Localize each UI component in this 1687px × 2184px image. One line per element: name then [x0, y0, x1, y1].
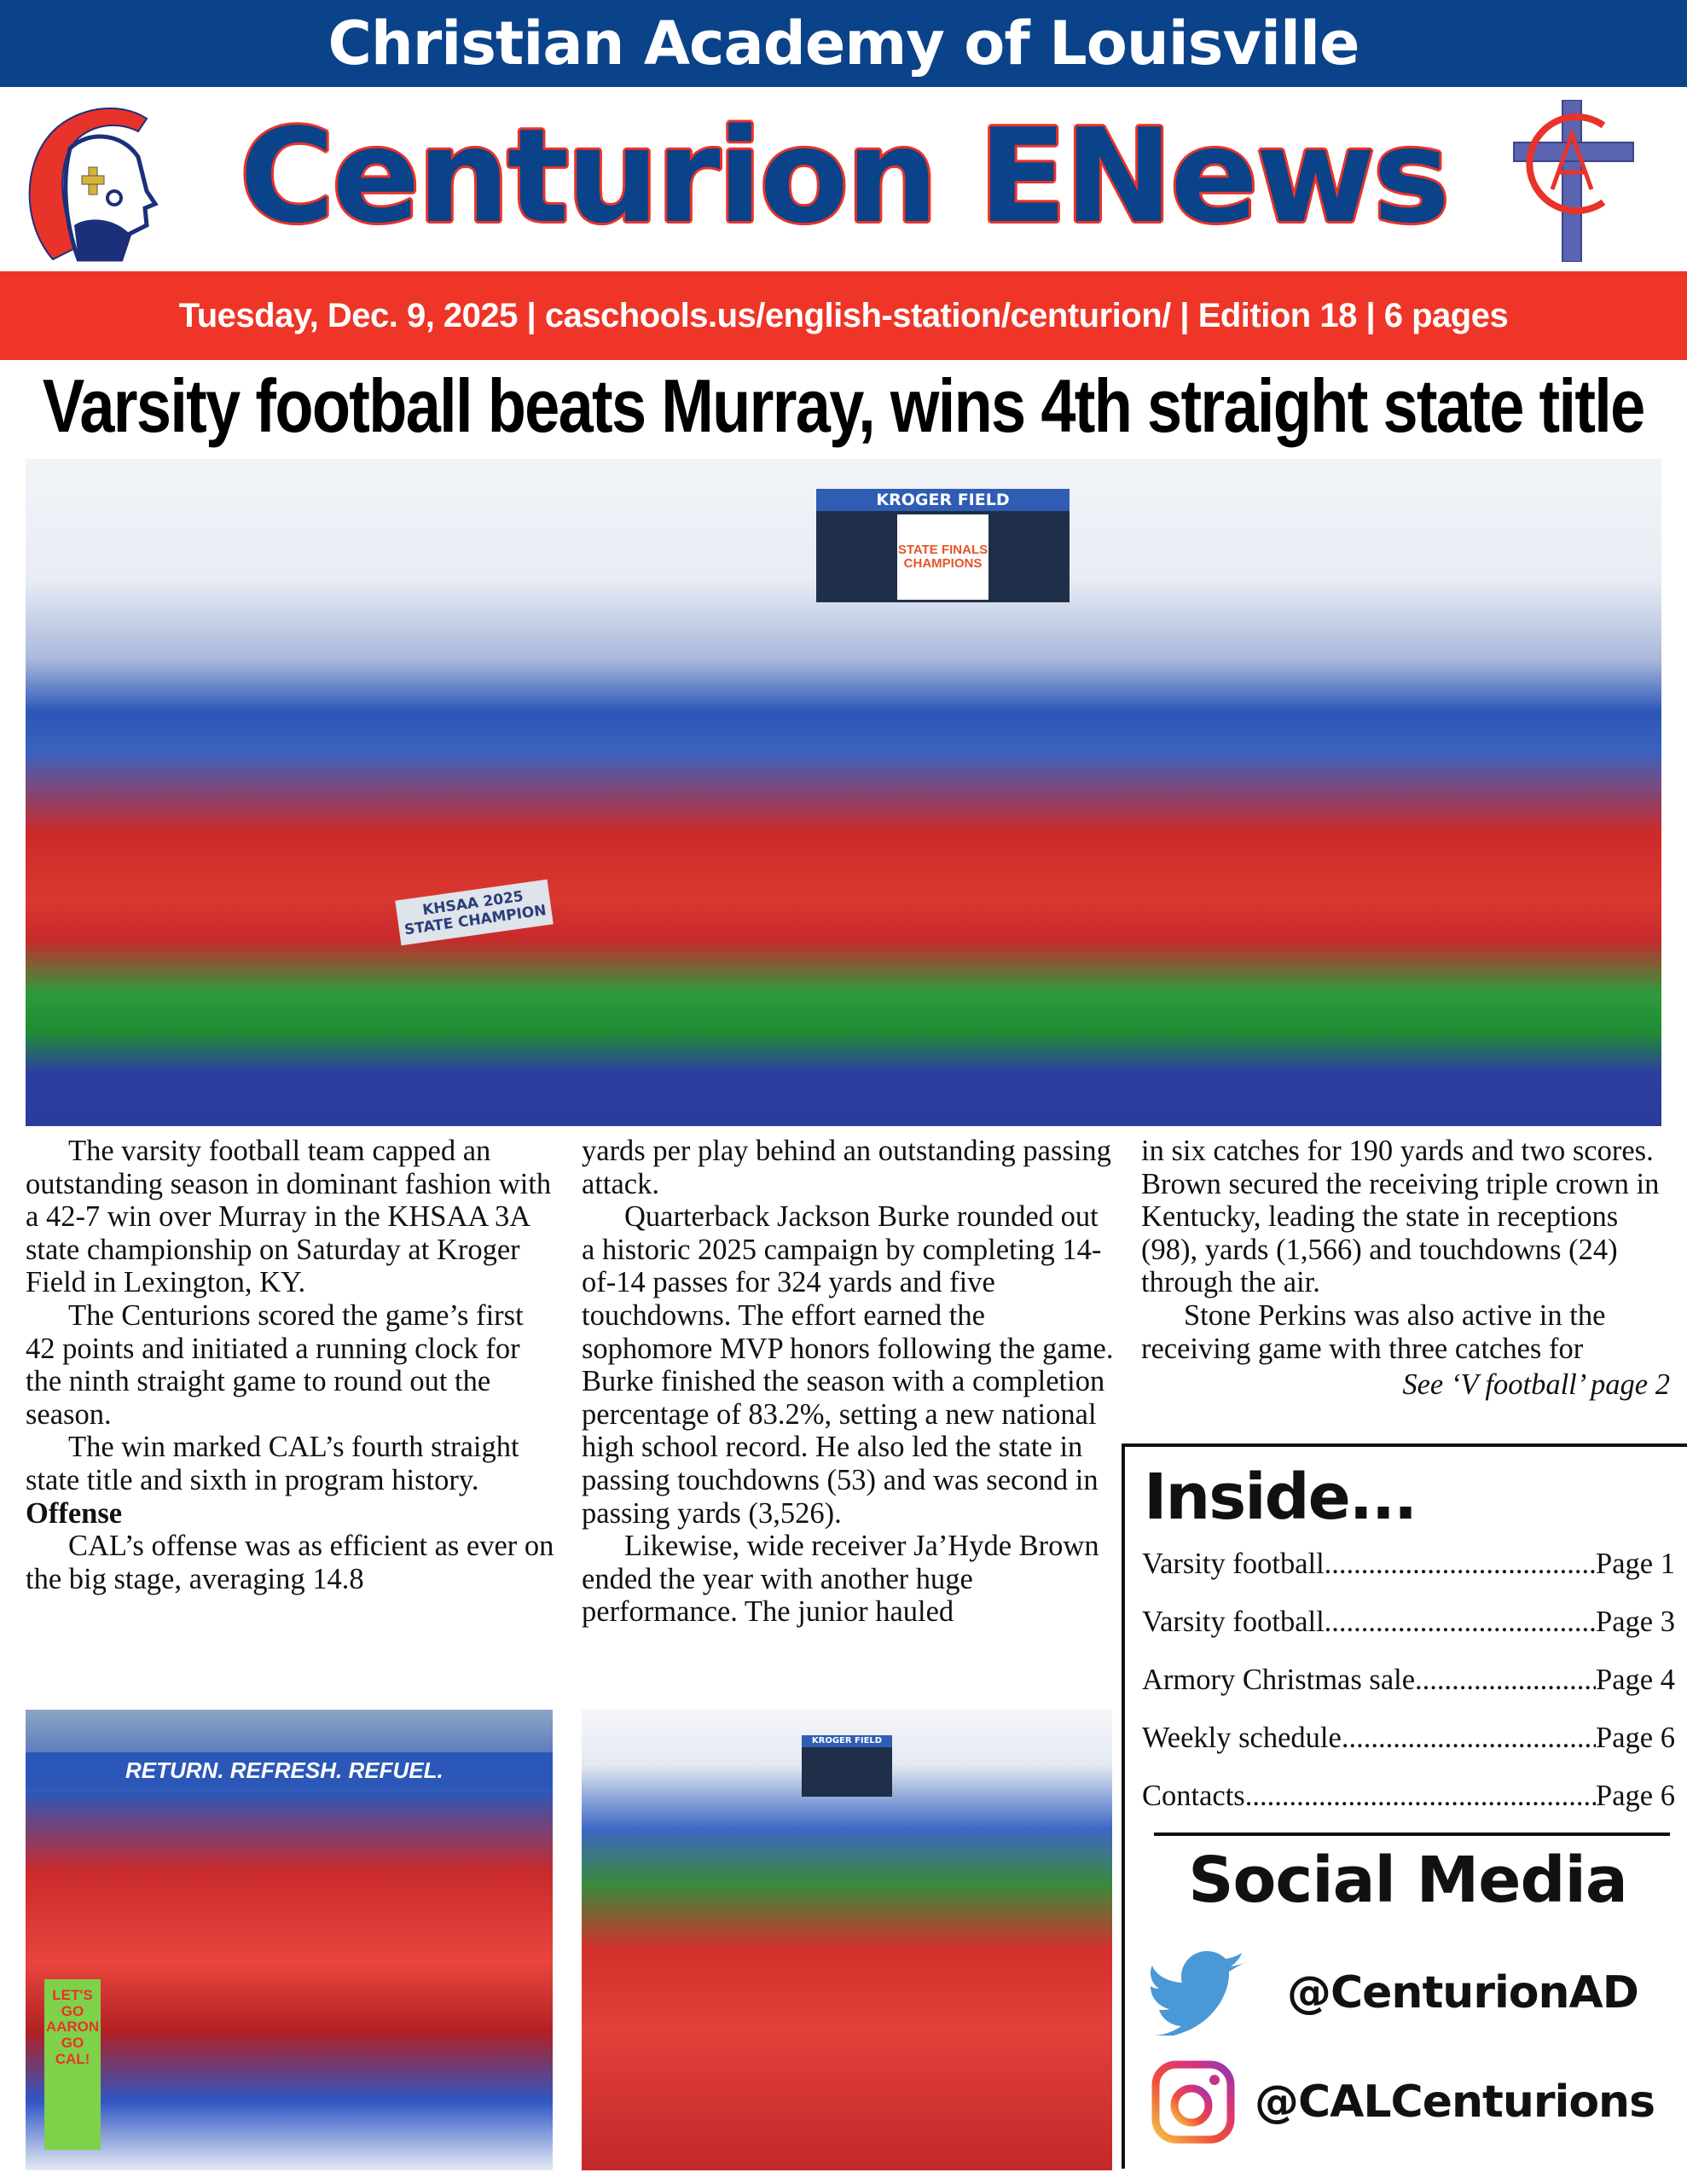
toc-item[interactable]	[1142, 1548, 1675, 1606]
paragraph: The win marked CAL’s fourth straight state title and sixth in program history.	[26, 1431, 519, 1496]
paragraph: The varsity football team capped an outstanding season in dominant fashion with a 42-7 win over Murray in the KHSAA 3A state championship on Saturday at Kroger Field in Lexington, KY.	[26, 1135, 552, 1299]
divider	[1154, 1833, 1670, 1836]
paragraph: CAL’s offense was as efficient as ever on the big stage, averaging 14.8	[26, 1530, 554, 1595]
twitter-bird-icon	[1151, 1950, 1253, 2036]
jump-line-link[interactable]: See ‘V football’ page 2	[1402, 1368, 1670, 1402]
article-column-2	[582, 1135, 1115, 1629]
scoreboard-title: KROGER FIELD	[876, 491, 1010, 509]
toc-label: Weekly schedule	[1142, 1722, 1342, 1754]
toc-label: Armory Christmas sale	[1142, 1664, 1416, 1696]
toc-page: Page 6	[1596, 1722, 1675, 1754]
toc-item[interactable]	[1142, 1664, 1675, 1722]
dateline: Tuesday, Dec. 9, 2025 | caschools.us/english-station/centurion/ | Edition 18 | 6 pages	[178, 296, 1509, 334]
headline-bar	[0, 363, 1687, 448]
toc-item[interactable]	[1142, 1780, 1675, 1838]
toc-label: Varsity football	[1142, 1548, 1325, 1580]
publication-title: Centurion ENews	[239, 101, 1448, 252]
paragraph: Likewise, wide receiver Ja’Hyde Brown ended the year with another huge performance. The junior hauled	[582, 1530, 1099, 1629]
social-instagram[interactable]	[1151, 2059, 1655, 2145]
social-media-title: Social Media	[1188, 1844, 1627, 1917]
toc-label: Varsity football	[1142, 1606, 1325, 1638]
cal-cross-crest-icon	[1510, 100, 1638, 262]
toc-leader	[1342, 1722, 1596, 1755]
social-twitter[interactable]	[1151, 1950, 1638, 2036]
stadium-banner	[26, 1752, 553, 1788]
toc-item[interactable]	[1142, 1606, 1675, 1664]
toc-page: Page 3	[1596, 1606, 1675, 1638]
article-column-3	[1141, 1135, 1670, 1402]
school-name-bar	[0, 0, 1687, 87]
paragraph: The Centurions scored the game’s first 42 points and initiated a running clock for the ninth straight game to round out the season.	[26, 1298, 524, 1431]
scoreboard	[816, 489, 1070, 602]
scoreboard-small-title: KROGER FIELD	[811, 1736, 883, 1745]
team-celebration-photo	[26, 459, 1661, 1126]
toc-page: Page 1	[1596, 1548, 1675, 1580]
paragraph: yards per play behind an outstanding passing attack.	[582, 1135, 1111, 1200]
toc-leader	[1325, 1548, 1596, 1581]
toc-page: Page 6	[1596, 1780, 1675, 1812]
toc-leader	[1245, 1780, 1596, 1813]
paragraph: in six catches for 190 yards and two scores. Brown secured the receiving triple crown in Kentucky, leading the state in receptions (98), yards (1,566) and touchdowns (24) through the air.	[1141, 1135, 1660, 1299]
fan-sign: LET'S GO AARON GO CAL!	[44, 1979, 101, 2150]
stadium-banner-text: RETURN. REFRESH. REFUEL.	[125, 1757, 443, 1783]
scoreboard-small	[802, 1735, 892, 1797]
paragraph: Quarterback Jackson Burke rounded out a historic 2025 campaign by completing 14-of-14 passes for 324 yards and five touchdowns. The effort earned the sophomore MVP honors following the game. Burke finished the season with a completion percentage of 83.2%, setting a new national high school record. He also led the state in passing touchdowns (53) and was second in passing yards (3,526).	[582, 1200, 1114, 1530]
player-with-fans-photo	[26, 1710, 553, 2170]
instagram-handle[interactable]: @CALCenturions	[1255, 2077, 1655, 2128]
dateline-bar	[0, 271, 1687, 360]
inside-index-box	[1122, 1443, 1687, 2169]
article-column-1	[26, 1135, 554, 1595]
article-subhead: Offense	[26, 1496, 123, 1530]
toc-page: Page 4	[1596, 1664, 1675, 1696]
masthead	[0, 87, 1687, 271]
scoreboard-panel: STATE FINALS CHAMPIONS	[897, 514, 988, 600]
twitter-handle[interactable]: @CenturionAD	[1287, 1967, 1638, 2018]
toc-leader	[1325, 1606, 1596, 1639]
toc-label: Contacts	[1142, 1780, 1245, 1812]
inside-title: Inside...	[1144, 1461, 1417, 1534]
toc-item[interactable]	[1142, 1722, 1675, 1780]
state-champion-sign: KHSAA 2025 STATE CHAMPION	[395, 880, 554, 945]
school-name: Christian Academy of Louisville	[328, 9, 1359, 78]
instagram-icon	[1151, 2059, 1236, 2145]
toc-leader	[1415, 1664, 1596, 1697]
table-of-contents	[1142, 1548, 1675, 1838]
paragraph: Stone Perkins was also active in the receiving game with three catches for	[1141, 1298, 1606, 1365]
story-headline: Varsity football beats Murray, wins 4th straight state title	[43, 363, 1644, 448]
